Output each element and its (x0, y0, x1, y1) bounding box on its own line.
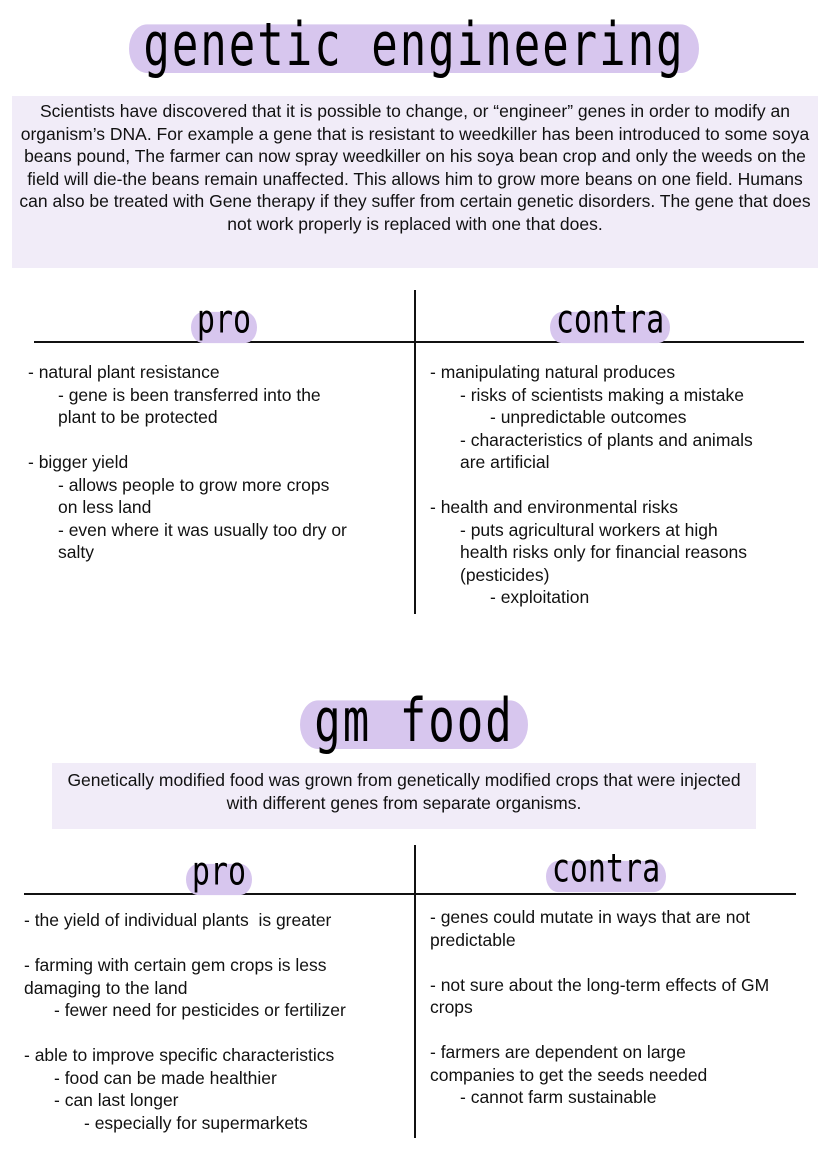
list-item: damaging to the land (24, 977, 188, 998)
section2-contra-list (430, 906, 820, 1109)
section2-pro-heading (24, 849, 414, 896)
section1-contra-heading (416, 297, 804, 344)
list-item: - cannot farm sustainable (460, 1087, 657, 1107)
section1-contra-heading-label: contra (552, 302, 668, 341)
section2-contra-heading-label: contra (548, 851, 664, 890)
section1-intro: Scientists have discovered that it is possible to change, or “engineer” genes in order to modify an organism’s DNA. For example a gene that is resistant to weedkiller has been introduced to some soya beans pound, The farmer can now spray weedkiller on his soya bean crop and only the weeds on the field will die-the beans remain unaffected. This allows him to grow more beans on one field. Humans can also be treated with Gene therapy if they suffer from certain genetic disorders. The gene that does not work properly is replaced with one that does. (12, 96, 818, 268)
list-item: - farmers are dependent on large (430, 1042, 686, 1062)
list-item: - unpredictable outcomes (490, 407, 687, 427)
list-gap (430, 474, 820, 497)
list-item: - characteristics of plants and animals (460, 429, 753, 450)
list-item: (pesticides) (460, 564, 550, 585)
list-item: predictable (430, 929, 516, 950)
list-item: - able to improve specific characteristics (24, 1045, 335, 1065)
list-item: - gene is been transferred into the (58, 384, 321, 405)
list-item: - not sure about the long-term effects of GM (430, 974, 770, 995)
section2-pro-list (24, 909, 410, 1134)
list-item: - can last longer (54, 1090, 179, 1110)
list-item: - farming with certain gem crops is less (24, 955, 327, 975)
list-item: - health and environmental risks (430, 497, 679, 517)
section2-header-rule (24, 893, 796, 895)
list-gap (28, 429, 408, 452)
section1-pro-heading-label: pro (193, 302, 255, 341)
section2-intro: Genetically modified food was grown from genetically modified crops that were injected with different genes from separate organisms. (52, 763, 756, 829)
list-gap (430, 951, 820, 974)
section2-contra-heading (416, 846, 796, 893)
list-item: - especially for supermarkets (84, 1112, 308, 1133)
list-item: - food can be made healthier (54, 1067, 277, 1088)
list-item: salty (58, 542, 94, 562)
section1-header-rule (34, 341, 804, 343)
list-gap (24, 1022, 410, 1045)
section1-pro-heading (34, 297, 414, 344)
list-gap (24, 932, 410, 955)
list-item: - natural plant resistance (28, 362, 220, 382)
list-item: - even where it was usually too dry or (58, 519, 347, 540)
section1-title: genetic engineering (137, 16, 690, 75)
list-item: are artificial (460, 452, 550, 472)
list-item: crops (430, 997, 473, 1017)
list-item: - manipulating natural produces (430, 362, 676, 382)
list-item: - genes could mutate in ways that are not (430, 907, 751, 927)
list-item: - fewer need for pesticides or fertilizer (54, 1000, 346, 1020)
list-item: - allows people to grow more crops (58, 474, 330, 495)
list-gap (430, 1019, 820, 1042)
list-item: - risks of scientists making a mistake (460, 384, 744, 405)
section2-title-wrap (0, 686, 828, 756)
section2-pro-heading-label: pro (188, 854, 250, 893)
section1-title-wrap (0, 10, 828, 80)
list-item: companies to get the seeds needed (430, 1064, 708, 1085)
list-item: on less land (58, 497, 152, 517)
section2-title: gm food (308, 692, 519, 751)
section1-contra-list (430, 361, 820, 609)
list-item: health risks only for financial reasons (460, 542, 747, 562)
list-item: - the yield of individual plants is greater (24, 910, 332, 930)
list-item: - bigger yield (28, 452, 129, 472)
list-item: - exploitation (490, 587, 590, 607)
list-item: plant to be protected (58, 407, 218, 427)
list-item: - puts agricultural workers at high (460, 519, 718, 540)
section1-pro-list (28, 361, 408, 564)
